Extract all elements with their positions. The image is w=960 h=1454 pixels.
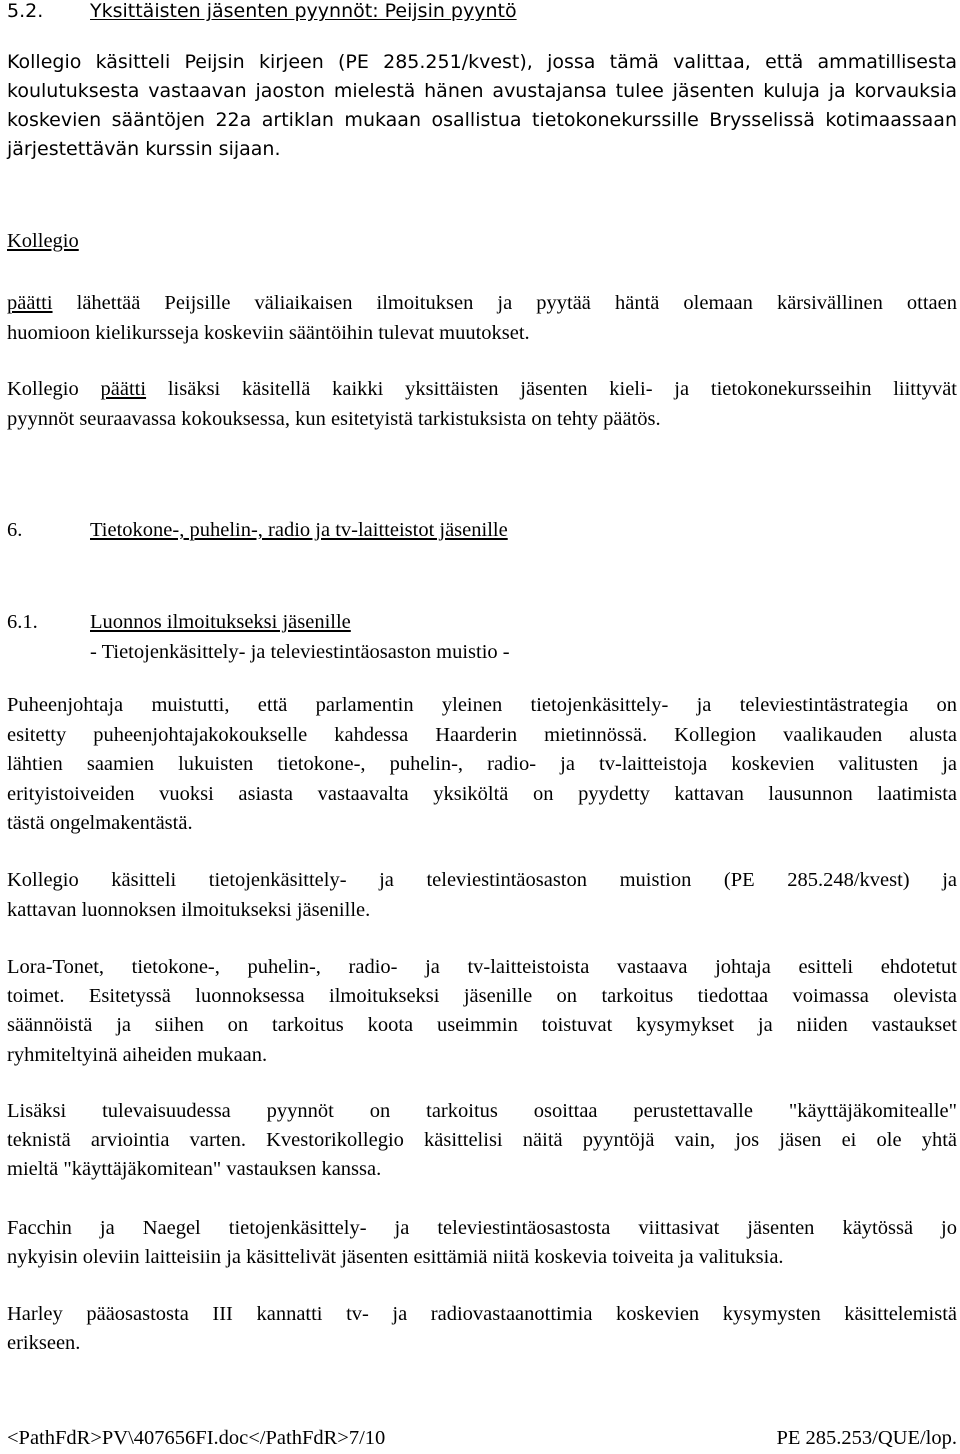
paragraph-line: lähtien saamien lukuisten tietokone-, puhelin-, radio- ja tv-laitteistoja koskevien valitusten ja bbox=[7, 753, 957, 775]
section-5-2-body bbox=[7, 48, 957, 164]
paragraph bbox=[7, 691, 957, 839]
body-line: koulutuksesta vastaavan jaoston mielestä hänen avustajansa tulee jäsenten kuluja ja korvauksia bbox=[7, 80, 957, 102]
decision-text: lisäksi käsitellä kaikki yksittäisten jäsenten kieli- ja tietokonekursseihin liittyvät bbox=[146, 378, 957, 400]
section-5-2-heading bbox=[7, 0, 957, 22]
section-number: 6. bbox=[7, 519, 23, 541]
section-number: 5.2. bbox=[7, 0, 44, 22]
section-6-1-subtitle-line bbox=[7, 637, 957, 667]
section-title: Luonnos ilmoitukseksi jäsenille bbox=[90, 611, 351, 633]
paragraph-line: säännöistä ja siihen on tarkoitus koota useimmin toistuvat kysymykset ja niiden vastaukset bbox=[7, 1014, 957, 1037]
section-title: Yksittäisten jäsenten pyynnöt: Peijsin pyyntö bbox=[90, 0, 517, 22]
paragraph-line: Lisäksi tulevaisuudessa pyynnöt on tarkoitus osoittaa perustettavalle "käyttäjäkomitealle" bbox=[7, 1100, 957, 1122]
paragraph-line: teknistä arviointia varten. Kvestorikollegio käsittelisi näitä pyyntöjä vain, jos jäsen ei ole yhtä bbox=[7, 1129, 957, 1152]
kollegio-heading bbox=[7, 230, 957, 253]
paragraph-line: erityistoiveiden vuoksi asiasta vastaavalta yksiköltä on pyydetty kattavan lausunnon laatimista bbox=[7, 782, 957, 805]
section-subtitle: - Tietojenkäsittely- ja televiestintäosaston muistio - bbox=[90, 641, 510, 663]
decision-prefix: Kollegio bbox=[7, 378, 101, 400]
paragraph-line: kattavan luonnoksen ilmoitukseksi jäsenille. bbox=[7, 898, 371, 921]
paragraph-line: esitetty puheenjohtajakokoukselle kahdessa Haarderin mietinnössä. Kollegion vaalikauden alusta bbox=[7, 723, 957, 746]
section-title: Tietokone-, puhelin-, radio ja tv-laitteistot jäsenille bbox=[90, 519, 508, 541]
paragraph-line: mieltä "käyttäjäkomitean" vastauksen kanssa. bbox=[7, 1158, 382, 1181]
paragraph bbox=[7, 866, 957, 925]
decision-line bbox=[7, 288, 957, 318]
paragraph bbox=[7, 953, 957, 1070]
decision-verb: päätti bbox=[7, 292, 53, 314]
paragraph-line: nykyisin oleviin laitteisiin ja käsittelivät jäsenten esittämiä niitä koskevia toiveita ja valituksia. bbox=[7, 1246, 784, 1269]
section-number: 6.1. bbox=[7, 611, 38, 633]
paragraph bbox=[7, 1300, 957, 1358]
section-6-1-heading bbox=[7, 607, 957, 667]
decision-paragraph-1 bbox=[7, 288, 957, 348]
decision-line: pyynnöt seuraavassa kokouksessa, kun esitetyistä tarkistuksista on tehty päätös. bbox=[7, 408, 661, 430]
decision-text: lähettää Peijsille väliaikaisen ilmoituksen ja pyytää häntä olemaan kärsivällinen ottaen bbox=[52, 292, 957, 314]
paragraph-line: Puheenjohtaja muistutti, että parlamentin yleinen tietojenkäsittely- ja televiestintästrategia on bbox=[7, 694, 957, 716]
paragraph-line: toimet. Esitetyssä luonnoksessa ilmoitukseksi jäsenille on tarkoitus tiedottaa voimassa olevista bbox=[7, 985, 957, 1008]
paragraph-line: Lora-Tonet, tietokone-, puhelin-, radio- ja tv-laitteistoista vastaava johtaja esitteli ehdotetut bbox=[7, 956, 957, 978]
paragraph-line: Harley pääosastosta III kannatti tv- ja radiovastaanottimia koskevien kysymysten käsittelemistä bbox=[7, 1303, 957, 1325]
paragraph bbox=[7, 1097, 957, 1185]
section-6-1-title-line bbox=[7, 607, 957, 637]
paragraph-line: Facchin ja Naegel tietojenkäsittely- ja televiestintäosastosta viittasivat jäsenten käytössä jo bbox=[7, 1217, 957, 1239]
footer-file-path: <PathFdR>PV\407656FI.doc</PathFdR>7/10 bbox=[7, 1427, 386, 1449]
paragraph-line: tästä ongelmakentästä. bbox=[7, 812, 193, 834]
paragraph bbox=[7, 1214, 957, 1272]
body-line: koskevien sääntöjen 22a artiklan mukaan osallistua tietokonekurssille Brysselissä kotimaassaan bbox=[7, 109, 957, 131]
paragraph-line: Kollegio käsitteli tietojenkäsittely- ja televiestintäosaston muistion (PE 285.248/kvest) ja bbox=[7, 869, 957, 891]
body-line: Kollegio käsitteli Peijsin kirjeen (PE 285.251/kvest), jossa tämä valittaa, että ammatillisesta bbox=[7, 51, 957, 73]
paragraph-line: erikseen. bbox=[7, 1332, 81, 1355]
decision-paragraph-2 bbox=[7, 374, 957, 434]
decision-line bbox=[7, 374, 957, 404]
decision-verb: päätti bbox=[100, 378, 147, 400]
body-line: järjestettävän kurssin sijaan. bbox=[7, 138, 281, 160]
footer-document-reference: PE 285.253/QUE/lop. bbox=[776, 1427, 957, 1449]
paragraph-line: ryhmiteltyinä aiheiden mukaan. bbox=[7, 1043, 268, 1066]
decision-line: huomioon kielikursseja koskeviin sääntöihin tulevat muutokset. bbox=[7, 322, 530, 344]
section-6-heading bbox=[7, 519, 957, 542]
page-footer bbox=[7, 1427, 957, 1450]
kollegio-heading-text: Kollegio bbox=[7, 230, 79, 252]
